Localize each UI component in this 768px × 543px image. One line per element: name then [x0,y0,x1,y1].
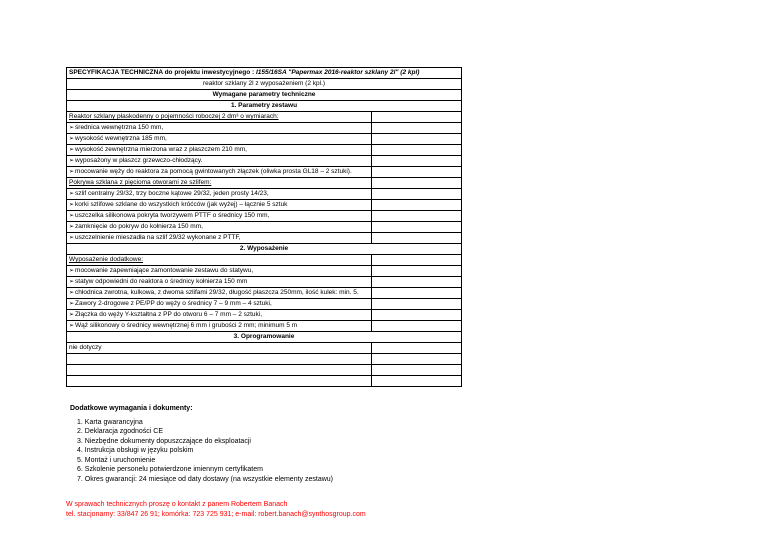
contact-block [66,500,366,520]
arrow-bullet-icon: ➢ [69,268,75,274]
spec-text: Pokrywa szklana z pięcioma otworami ze szlifem: [69,179,212,186]
value-cell [372,112,462,123]
extra-item: 5. Montaż i uruchomienie [77,456,156,464]
spec-text [69,377,71,384]
section-header: 2. Wyposażenie [67,244,462,255]
value-cell [372,310,462,321]
spec-cell [67,123,372,134]
spec-text: Złączka do węży Y-kształtna z PP do otworu 6 – 7 mm – 2 sztuki, [75,311,263,318]
spec-cell [67,277,372,288]
spec-text: mocowanie węży do reaktora za pomocą gwintowanych złączek (oliwka prosta GL18 – 2 sztuki). [75,168,352,175]
value-cell [372,365,462,376]
spec-text: uszczelnienie mieszadła na szlif 29/32 wykonane z PTTF, [75,234,241,241]
value-cell [372,200,462,211]
table-row [67,123,462,134]
arrow-bullet-icon: ➢ [69,147,75,153]
spec-text: korki szlifowe szklane do wszystkich króćców (jak wyżej) – łącznie 5 sztuk [75,201,288,208]
spec-text: nie dotyczy [69,344,102,351]
arrow-bullet-icon: ➢ [69,279,75,285]
spec-text: statyw odpowiedni do reaktora o średnicy kołnierza 150 mm [75,278,248,285]
value-cell [372,299,462,310]
document-title [67,68,462,79]
table-row [67,343,462,354]
spec-text: Zawory 2-drogowe z PE/PP do węży o średnicy 7 – 9 mm – 4 sztuki, [75,300,272,307]
table-row-title [67,68,462,79]
spec-text [69,355,71,362]
spec-cell [67,200,372,211]
table-row [67,321,462,332]
spec-text: Wąż silikonowy o średnicy wewnętrznej 6 mm i grubości 2 mm; minimum 5 m [75,322,298,329]
extra-item: 1. Karta gwarancyjna [77,418,143,426]
table-row [67,354,462,365]
table-row [67,277,462,288]
arrow-bullet-icon: ➢ [69,213,75,219]
value-cell [372,178,462,189]
table-row [67,244,462,255]
arrow-bullet-icon: ➢ [69,169,75,175]
value-cell [372,211,462,222]
table-row [67,134,462,145]
value-cell [372,354,462,365]
spec-text: średnica wewnętrzna 150 mm, [75,124,164,131]
arrow-bullet-icon: ➢ [69,136,75,142]
title-prefix: SPECYFIKACJA TECHNICZNA do projektu inwestycyjnego : [69,69,256,76]
spec-cell [67,376,372,387]
params-header: Wymagane parametry techniczne [67,90,462,101]
value-cell [372,288,462,299]
extra-item: 7. Okres gwarancji: 24 miesiące od daty dostawy (na wszystkie elementy zestawu) [77,475,333,483]
spec-cell [67,156,372,167]
extra-item: 3. Niezbędne dokumenty dopuszczające do eksploatacji [77,437,251,445]
arrow-bullet-icon: ➢ [69,158,75,164]
spec-text: Reaktor szklany płaskodenny o pojemności roboczej 2 dm³ o wymiarach: [69,113,279,120]
spec-cell [67,354,372,365]
contact-line-1: W sprawach technicznych proszę o kontakt z panem Robertem Banach [66,501,288,508]
extras-title: Dodatkowe wymagania i dokumenty: [70,405,193,412]
spec-cell [67,365,372,376]
table-row-params-header [67,90,462,101]
value-cell [372,156,462,167]
arrow-bullet-icon: ➢ [69,323,75,329]
spec-cell [67,134,372,145]
extras-list [70,418,333,485]
spec-text: szlif centralny 29/32, trzy boczne kątowe 29/32, jeden prosty 14/23, [75,190,269,197]
table-row [67,299,462,310]
table-row [67,189,462,200]
value-cell [372,145,462,156]
table-row [67,288,462,299]
table-row [67,365,462,376]
table-row [67,112,462,123]
arrow-bullet-icon: ➢ [69,290,75,296]
table-row [67,255,462,266]
spec-cell [67,178,372,189]
table-row [67,211,462,222]
spec-table-body [67,101,462,387]
spec-cell [67,310,372,321]
table-row [67,310,462,321]
spec-cell [67,343,372,354]
arrow-bullet-icon: ➢ [69,224,75,230]
arrow-bullet-icon: ➢ [69,301,75,307]
spec-cell [67,145,372,156]
table-row [67,178,462,189]
spec-cell [67,189,372,200]
table-row [67,376,462,387]
value-cell [372,189,462,200]
table-row [67,101,462,112]
arrow-bullet-icon: ➢ [69,202,75,208]
document-subtitle: reaktor szklany 2l z wyposażeniem (2 kpl.) [67,79,462,90]
spec-cell [67,266,372,277]
arrow-bullet-icon: ➢ [69,125,75,131]
arrow-bullet-icon: ➢ [69,191,75,197]
spec-cell [67,299,372,310]
spec-text: wyposażony w płaszcz grzewczo-chłodzący. [75,157,203,164]
arrow-bullet-icon: ➢ [69,235,75,241]
value-cell [372,167,462,178]
spec-cell [67,167,372,178]
spec-cell [67,321,372,332]
table-row [67,332,462,343]
value-cell [372,134,462,145]
spec-text: mocowanie zapewniające zamontowanie zestawu do statywu, [75,267,254,274]
spec-cell [67,233,372,244]
table-row [67,266,462,277]
value-cell [372,266,462,277]
spec-cell [67,222,372,233]
title-project-code: I155/16SA "Papermax 2016-reaktor szklany 2l" (2 kpl) [255,69,420,76]
extra-item: 4. Instrukcja obsługi w języku polskim [77,447,194,454]
table-row [67,167,462,178]
value-cell [372,255,462,266]
arrow-bullet-icon: ➢ [69,312,75,318]
value-cell [372,321,462,332]
spec-cell [67,255,372,266]
value-cell [372,376,462,387]
spec-table [66,67,462,387]
spec-text: uszczelka silikonowa pokryta tworzywem PTTF o średnicy 150 mm, [75,212,270,219]
table-row [67,145,462,156]
spec-text: wysokość wewnętrzna 185 mm, [75,135,167,142]
section-header: 3. Oprogramowanie [67,332,462,343]
contact-line-2: tel. stacjonarny: 33/847 26 91; komórka: 723 725 931; e-mail: robert.banach@synthosgroup.com [66,511,366,518]
section-header: 1. Parametry zestawu [67,101,462,112]
value-cell [372,233,462,244]
spec-cell [67,211,372,222]
spec-text: zamknięcie do pokryw do kołnierza 150 mm, [75,223,203,230]
table-row [67,200,462,211]
extra-item: 2. Deklaracja zgodności CE [77,428,163,435]
spec-text: Wyposażenie dodatkowe: [69,256,144,263]
table-row [67,222,462,233]
spec-cell [67,288,372,299]
extras-block [70,404,333,484]
table-row [67,233,462,244]
value-cell [372,222,462,233]
value-cell [372,277,462,288]
spec-text: wysokość zewnętrzna mierzona wraz z płaszczem 210 mm, [75,146,247,153]
table-row [67,156,462,167]
extra-item: 6. Szkolenie personelu potwierdzone imiennym certyfikatem [77,466,263,473]
spec-text [69,366,71,373]
table-row-subtitle [67,79,462,90]
spec-cell [67,112,372,123]
value-cell [372,123,462,134]
spec-text: chłodnica zwrotna, kulkowa, z dwoma szlifami 29/32, długość płaszcza 250mm, ilość kulek: min. 5. [75,289,359,296]
value-cell [372,343,462,354]
